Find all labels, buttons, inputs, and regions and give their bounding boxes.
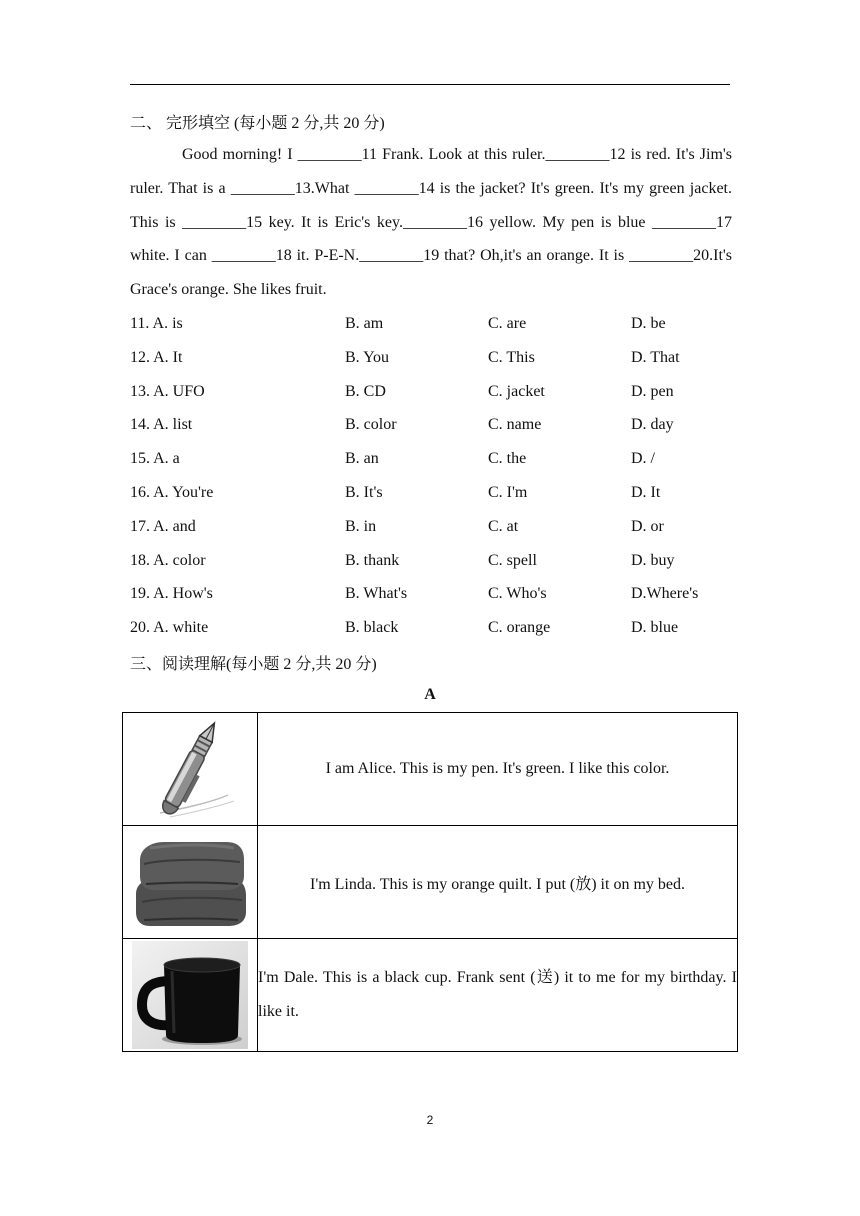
- option-d: D. /: [631, 450, 655, 468]
- option-d: D. pen: [631, 382, 674, 400]
- option-c: C. Who's: [488, 585, 547, 603]
- reading-row-alice: [123, 713, 738, 826]
- reading-table: [122, 712, 738, 1052]
- option-b: B. color: [345, 416, 397, 434]
- option-a: 11. A. is: [130, 315, 183, 332]
- pen-icon: [130, 715, 250, 823]
- section-3-title: 三、阅读理解(每小题 2 分,共 20 分): [130, 656, 377, 673]
- reading-row-dale: [123, 939, 738, 1052]
- quilt-image-cell: [123, 826, 258, 939]
- option-d: D. blue: [631, 619, 679, 637]
- option-d: D. be: [631, 315, 666, 332]
- option-d: D. buy: [631, 551, 675, 569]
- option-d: D. day: [631, 416, 674, 434]
- option-row-12: [130, 344, 732, 378]
- dale-text: I'm Dale. This is a black cup. Frank sent (送) it to me for my birthday. I like it.: [258, 939, 738, 1052]
- pen-image-cell: [123, 713, 258, 826]
- option-b: B. CD: [345, 382, 386, 400]
- option-row-18: [130, 547, 732, 581]
- option-a: 16. A. You're: [130, 483, 214, 501]
- header-rule: [130, 84, 730, 85]
- option-row-16: [130, 479, 732, 513]
- option-d: D.Where's: [631, 585, 699, 603]
- option-d: D. That: [631, 348, 680, 366]
- option-b: B. You: [345, 348, 390, 366]
- option-a: 14. A. list: [130, 416, 193, 434]
- option-a: 13. A. UFO: [130, 382, 205, 400]
- option-a: 15. A. a: [130, 450, 180, 468]
- option-b: B. an: [345, 450, 379, 468]
- option-row-20: [130, 614, 732, 648]
- option-row-19: [130, 580, 732, 614]
- option-c: C. at: [488, 517, 519, 535]
- option-c: C. orange: [488, 619, 551, 637]
- cloze-options: [130, 310, 732, 648]
- cup-icon: [132, 941, 248, 1049]
- option-b: B. thank: [345, 551, 400, 569]
- option-d: D. It: [631, 483, 661, 501]
- option-a: 12. A. It: [130, 348, 183, 366]
- option-b: B. What's: [345, 585, 408, 603]
- option-c: C. spell: [488, 551, 537, 569]
- option-c: C. I'm: [488, 483, 528, 501]
- option-c: C. This: [488, 348, 535, 366]
- option-d: D. or: [631, 517, 664, 535]
- option-a: 20. A. white: [130, 619, 209, 637]
- option-c: C. jacket: [488, 382, 545, 400]
- option-b: B. black: [345, 619, 399, 637]
- option-b: B. am: [345, 315, 384, 332]
- option-a: 17. A. and: [130, 517, 196, 535]
- cloze-passage: [130, 138, 732, 307]
- option-c: C. are: [488, 315, 527, 332]
- option-a: 19. A. How's: [130, 585, 213, 603]
- option-c: C. the: [488, 450, 527, 468]
- option-row-17: [130, 513, 732, 547]
- option-a: 18. A. color: [130, 551, 206, 569]
- option-row-13: [130, 378, 732, 412]
- option-row-15: [130, 445, 732, 479]
- option-row-11: [130, 310, 732, 344]
- page-number: 2: [426, 1113, 434, 1127]
- cup-image-cell: [123, 939, 258, 1052]
- passage-label: A: [424, 686, 436, 703]
- option-b: B. It's: [345, 483, 383, 501]
- cloze-passage-text: Good morning! I ________11 Frank. Look at this ruler.________12 is red. It's Jim's ruler. That is a ________13.What ________14 is the jacket? It's green. It's my green jacket. This is ________15 key. It is Eric's key.________16 yellow. My pen is blue ________17 white. I can ________18 it. P-E-N.________19 that? Oh,it's an orange. It is ________20.It's Grace's orange. She likes fruit.: [130, 146, 732, 299]
- linda-text: I'm Linda. This is my orange quilt. I put (放) it on my bed.: [258, 826, 738, 939]
- option-row-14: [130, 411, 732, 445]
- section-2-title: 二、 完形填空 (每小题 2 分,共 20 分): [130, 115, 385, 132]
- reading-row-linda: [123, 826, 738, 939]
- option-b: B. in: [345, 517, 377, 535]
- option-c: C. name: [488, 416, 542, 434]
- alice-text: I am Alice. This is my pen. It's green. I like this color.: [258, 713, 738, 826]
- quilt-icon: [130, 834, 250, 930]
